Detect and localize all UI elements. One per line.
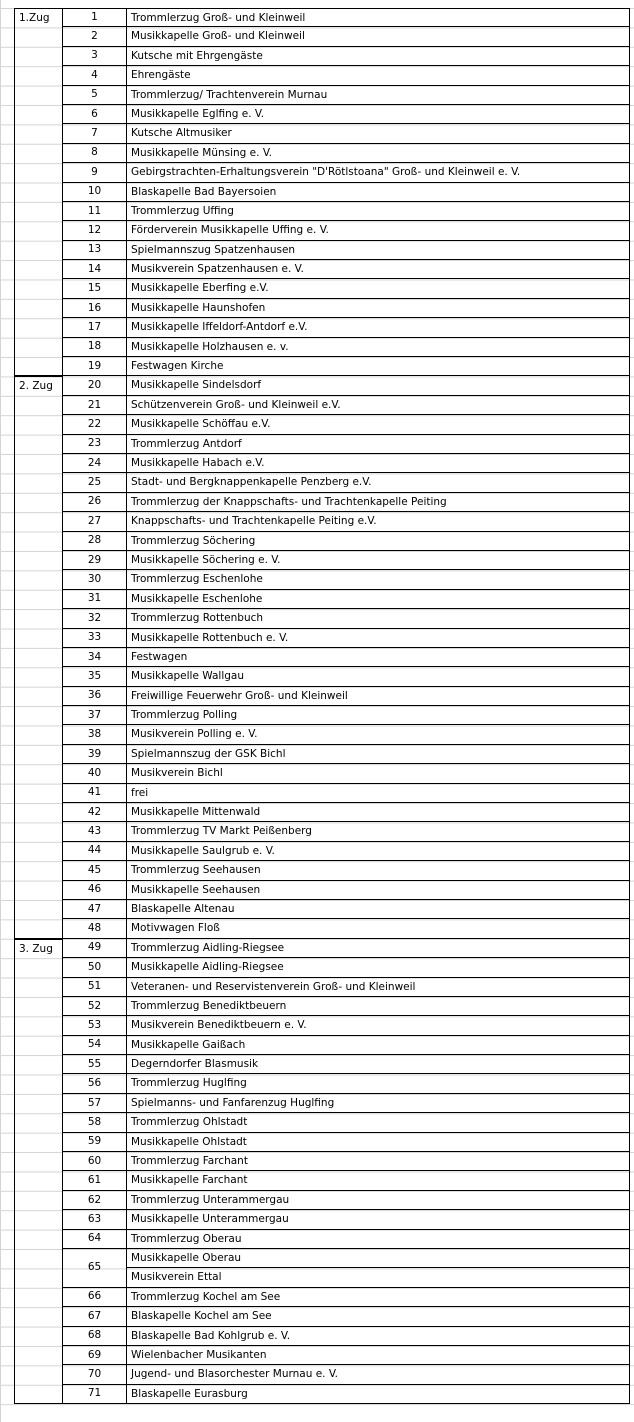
- participant-name-cell[interactable]: Musikkapelle Söchering e. V.: [126, 551, 630, 570]
- participant-name-cell[interactable]: Musikverein Benediktbeuern e. V.: [126, 1016, 630, 1035]
- row-number-cell[interactable]: 14: [62, 260, 126, 279]
- row-number-cell[interactable]: 65: [62, 1249, 126, 1288]
- participant-name-cell[interactable]: Festwagen Kirche: [126, 357, 630, 376]
- row-number-cell[interactable]: 13: [62, 241, 126, 260]
- row-number-cell[interactable]: 8: [62, 144, 126, 163]
- row-number-cell[interactable]: 59: [62, 1133, 126, 1152]
- row-number-cell[interactable]: 70: [62, 1365, 126, 1384]
- participant-name-cell[interactable]: Trommlerzug Ohlstadt: [126, 1113, 630, 1132]
- participant-name-cell[interactable]: Musikkapelle Münsing e. V.: [126, 144, 630, 163]
- row-number-cell[interactable]: 39: [62, 745, 126, 764]
- participant-name-cell[interactable]: Kutsche Altmusiker: [126, 124, 630, 143]
- row-number-cell[interactable]: 60: [62, 1152, 126, 1171]
- participant-name-cell[interactable]: Musikverein Polling e. V.: [126, 725, 630, 744]
- participant-name-cell[interactable]: Förderverein Musikkapelle Uffing e. V.: [126, 221, 630, 240]
- participant-name-cell[interactable]: Jugend- und Blasorchester Murnau e. V.: [126, 1365, 630, 1384]
- participant-name-cell[interactable]: Trommlerzug Uffing: [126, 202, 630, 221]
- row-number-cell[interactable]: 47: [62, 900, 126, 919]
- row-number-cell[interactable]: 7: [62, 124, 126, 143]
- participant-name-cell[interactable]: Trommlerzug Rottenbuch: [126, 609, 630, 628]
- participant-name-cell[interactable]: Musikkapelle Schöffau e.V.: [126, 415, 630, 434]
- row-number-cell[interactable]: 19: [62, 357, 126, 376]
- participant-name-cell[interactable]: Musikkapelle Farchant: [126, 1171, 630, 1190]
- participant-name-cell[interactable]: Veteranen- und Reservistenverein Groß- und Kleinweil: [126, 978, 630, 997]
- row-number-cell[interactable]: 29: [62, 551, 126, 570]
- row-number-cell[interactable]: 42: [62, 803, 126, 822]
- participant-name-cell[interactable]: Trommlerzug/ Trachtenverein Murnau: [126, 86, 630, 105]
- row-number-cell[interactable]: 2: [62, 27, 126, 46]
- participant-name-cell[interactable]: Trommlerzug TV Markt Peißenberg: [126, 822, 630, 841]
- row-number-cell[interactable]: 51: [62, 978, 126, 997]
- row-number-cell[interactable]: 46: [62, 881, 126, 900]
- row-number-cell[interactable]: 53: [62, 1016, 126, 1035]
- participant-name-cell[interactable]: Musikverein Spatzenhausen e. V.: [126, 260, 630, 279]
- participant-name-cell[interactable]: Knappschafts- und Trachtenkapelle Peiting e.V.: [126, 512, 630, 531]
- row-number-cell[interactable]: 44: [62, 842, 126, 861]
- participant-name-cell[interactable]: Blaskapelle Altenau: [126, 900, 630, 919]
- row-number-cell[interactable]: 38: [62, 725, 126, 744]
- row-number-cell[interactable]: 18: [62, 338, 126, 357]
- row-number-cell[interactable]: 54: [62, 1036, 126, 1055]
- participant-name-cell[interactable]: Trommlerzug Benediktbeuern: [126, 997, 630, 1016]
- participant-name-cell[interactable]: Blaskapelle Eurasburg: [126, 1385, 630, 1404]
- row-number-cell[interactable]: 67: [62, 1307, 126, 1326]
- participant-name-cell[interactable]: Musikkapelle Wallgau: [126, 667, 630, 686]
- row-number-cell[interactable]: 16: [62, 299, 126, 318]
- row-number-cell[interactable]: 11: [62, 202, 126, 221]
- row-number-cell[interactable]: 57: [62, 1094, 126, 1113]
- participant-name-cell[interactable]: Trommlerzug Söchering: [126, 532, 630, 551]
- participant-name-cell[interactable]: Musikkapelle Habach e.V.: [126, 454, 630, 473]
- participant-name-cell[interactable]: Schützenverein Groß- und Kleinweil e.V.: [126, 396, 630, 415]
- participant-name-cell[interactable]: Musikkapelle Iffeldorf-Antdorf e.V.: [126, 318, 630, 337]
- participant-name-cell[interactable]: Trommlerzug Aidling-Riegsee: [126, 939, 630, 958]
- participant-name-cell[interactable]: Festwagen: [126, 648, 630, 667]
- participant-name-cell[interactable]: Trommlerzug Kochel am See: [126, 1288, 630, 1307]
- participant-name-cell[interactable]: Musikkapelle Gaißach: [126, 1036, 630, 1055]
- row-number-cell[interactable]: 15: [62, 279, 126, 298]
- row-number-cell[interactable]: 28: [62, 532, 126, 551]
- row-number-cell[interactable]: 25: [62, 473, 126, 492]
- participant-name-cell[interactable]: Wielenbacher Musikanten: [126, 1346, 630, 1365]
- participant-name-cell[interactable]: Degerndorfer Blasmusik: [126, 1055, 630, 1074]
- row-number-cell[interactable]: 33: [62, 629, 126, 648]
- participant-name-cell[interactable]: Trommlerzug Antdorf: [126, 435, 630, 454]
- row-number-cell[interactable]: 56: [62, 1074, 126, 1093]
- row-number-cell[interactable]: 62: [62, 1191, 126, 1210]
- participant-name-cell[interactable]: Trommlerzug Farchant: [126, 1152, 630, 1171]
- row-number-cell[interactable]: 3: [62, 47, 126, 66]
- row-number-cell[interactable]: 24: [62, 454, 126, 473]
- participant-name-cell[interactable]: Musikkapelle Aidling-Riegsee: [126, 958, 630, 977]
- participant-name-cell[interactable]: Trommlerzug der Knappschafts- und Trachtenkapelle Peiting: [126, 493, 630, 512]
- row-number-cell[interactable]: 27: [62, 512, 126, 531]
- row-number-cell[interactable]: 1: [62, 8, 126, 27]
- participant-name-cell[interactable]: Musikkapelle Seehausen: [126, 881, 630, 900]
- row-number-cell[interactable]: 12: [62, 221, 126, 240]
- participant-name-cell[interactable]: Trommlerzug Groß- und Kleinweil: [126, 8, 630, 27]
- row-number-cell[interactable]: 6: [62, 105, 126, 124]
- row-number-cell[interactable]: 10: [62, 183, 126, 202]
- participant-name-cell[interactable]: Gebirgstrachten-Erhaltungsverein "D'Rötlstoana" Groß- und Kleinweil e. V.: [126, 163, 630, 182]
- block-label-cell[interactable]: 3. Zug: [14, 939, 62, 1404]
- participant-name-cell[interactable]: Kutsche mit Ehrgengäste: [126, 47, 630, 66]
- participant-name-cell[interactable]: Musikverein Ettal: [126, 1268, 630, 1287]
- row-number-cell[interactable]: 49: [62, 939, 126, 958]
- participant-name-cell[interactable]: Musikkapelle Holzhausen e. v.: [126, 338, 630, 357]
- parade-order-table: [0, 8, 634, 1404]
- row-number-cell[interactable]: 63: [62, 1210, 126, 1229]
- row-number-cell[interactable]: 58: [62, 1113, 126, 1132]
- participant-name-cell[interactable]: Blaskapelle Kochel am See: [126, 1307, 630, 1326]
- row-number-cell[interactable]: 50: [62, 958, 126, 977]
- row-number-cell[interactable]: 21: [62, 396, 126, 415]
- participant-name-cell[interactable]: Blaskapelle Bad Kohlgrub e. V.: [126, 1327, 630, 1346]
- row-number-cell[interactable]: 26: [62, 493, 126, 512]
- participant-name-cell[interactable]: Spielmanns- und Fanfarenzug Huglfing: [126, 1094, 630, 1113]
- row-number-cell[interactable]: 4: [62, 66, 126, 85]
- participant-name-cell[interactable]: frei: [126, 784, 630, 803]
- participant-name-cell[interactable]: Freiwillige Feuerwehr Groß- und Kleinweil: [126, 687, 630, 706]
- row-number-cell[interactable]: 40: [62, 764, 126, 783]
- participant-name-cell[interactable]: Trommlerzug Seehausen: [126, 861, 630, 880]
- row-number-cell[interactable]: 37: [62, 706, 126, 725]
- participant-name-cell[interactable]: Musikkapelle Rottenbuch e. V.: [126, 629, 630, 648]
- participant-name-cell[interactable]: Trommlerzug Eschenlohe: [126, 570, 630, 589]
- row-number-cell[interactable]: 55: [62, 1055, 126, 1074]
- participant-name-cell[interactable]: Stadt- und Bergknappenkapelle Penzberg e.V.: [126, 473, 630, 492]
- row-number-cell[interactable]: 32: [62, 609, 126, 628]
- participant-name-cell[interactable]: Trommlerzug Oberau: [126, 1230, 630, 1249]
- row-number-cell[interactable]: 45: [62, 861, 126, 880]
- row-number-cell[interactable]: 17: [62, 318, 126, 337]
- participant-name-cell[interactable]: Spielmannszug Spatzenhausen: [126, 241, 630, 260]
- row-number-cell[interactable]: 41: [62, 784, 126, 803]
- participant-name-cell[interactable]: Ehrengäste: [126, 66, 630, 85]
- row-number-cell[interactable]: 9: [62, 163, 126, 182]
- participant-name-cell[interactable]: Trommlerzug Unterammergau: [126, 1191, 630, 1210]
- participant-name-cell[interactable]: Trommlerzug Polling: [126, 706, 630, 725]
- participant-name-cell[interactable]: Musikkapelle Oberau: [126, 1249, 630, 1268]
- row-number-cell[interactable]: 35: [62, 667, 126, 686]
- participant-name-cell[interactable]: Musikkapelle Haunshofen: [126, 299, 630, 318]
- participant-name-cell[interactable]: Blaskapelle Bad Bayersoien: [126, 183, 630, 202]
- row-number-cell[interactable]: 71: [62, 1385, 126, 1404]
- participant-name-cell[interactable]: Trommlerzug Huglfing: [126, 1074, 630, 1093]
- row-number-cell[interactable]: 22: [62, 415, 126, 434]
- row-number-cell[interactable]: 20: [62, 376, 126, 395]
- row-number-cell[interactable]: 5: [62, 86, 126, 105]
- row-number-cell[interactable]: 31: [62, 590, 126, 609]
- row-number-cell[interactable]: 23: [62, 435, 126, 454]
- row-number-cell[interactable]: 43: [62, 822, 126, 841]
- row-number-cell[interactable]: 34: [62, 648, 126, 667]
- row-number-cell[interactable]: 69: [62, 1346, 126, 1365]
- participant-name-cell[interactable]: Musikkapelle Eglfing e. V.: [126, 105, 630, 124]
- participant-name-cell[interactable]: Musikkapelle Sindelsdorf: [126, 376, 630, 395]
- row-number-cell[interactable]: 66: [62, 1288, 126, 1307]
- participant-name-cell[interactable]: Musikkapelle Unterammergau: [126, 1210, 630, 1229]
- row-number-cell[interactable]: 48: [62, 919, 126, 938]
- row-number-cell[interactable]: 68: [62, 1327, 126, 1346]
- participant-name-cell[interactable]: Musikkapelle Groß- und Kleinweil: [126, 27, 630, 46]
- participant-name-cell[interactable]: Spielmannszug der GSK Bichl: [126, 745, 630, 764]
- row-number-cell[interactable]: 52: [62, 997, 126, 1016]
- participant-name-cell[interactable]: Musikkapelle Eschenlohe: [126, 590, 630, 609]
- participant-name-cell[interactable]: Musikkapelle Saulgrub e. V.: [126, 842, 630, 861]
- participant-name-cell[interactable]: Musikkapelle Mittenwald: [126, 803, 630, 822]
- row-number-cell[interactable]: 61: [62, 1171, 126, 1190]
- participant-name-cell[interactable]: Musikkapelle Eberfing e.V.: [126, 279, 630, 298]
- block-label-cell[interactable]: 2. Zug: [14, 376, 62, 938]
- participant-name-cell[interactable]: Motivwagen Floß: [126, 919, 630, 938]
- row-number-cell[interactable]: 30: [62, 570, 126, 589]
- participant-name-cell[interactable]: Musikverein Bichl: [126, 764, 630, 783]
- participant-name-cell[interactable]: Musikkapelle Ohlstadt: [126, 1133, 630, 1152]
- row-number-cell[interactable]: 36: [62, 687, 126, 706]
- block-label-cell[interactable]: 1.Zug: [14, 8, 62, 376]
- row-number-cell[interactable]: 64: [62, 1230, 126, 1249]
